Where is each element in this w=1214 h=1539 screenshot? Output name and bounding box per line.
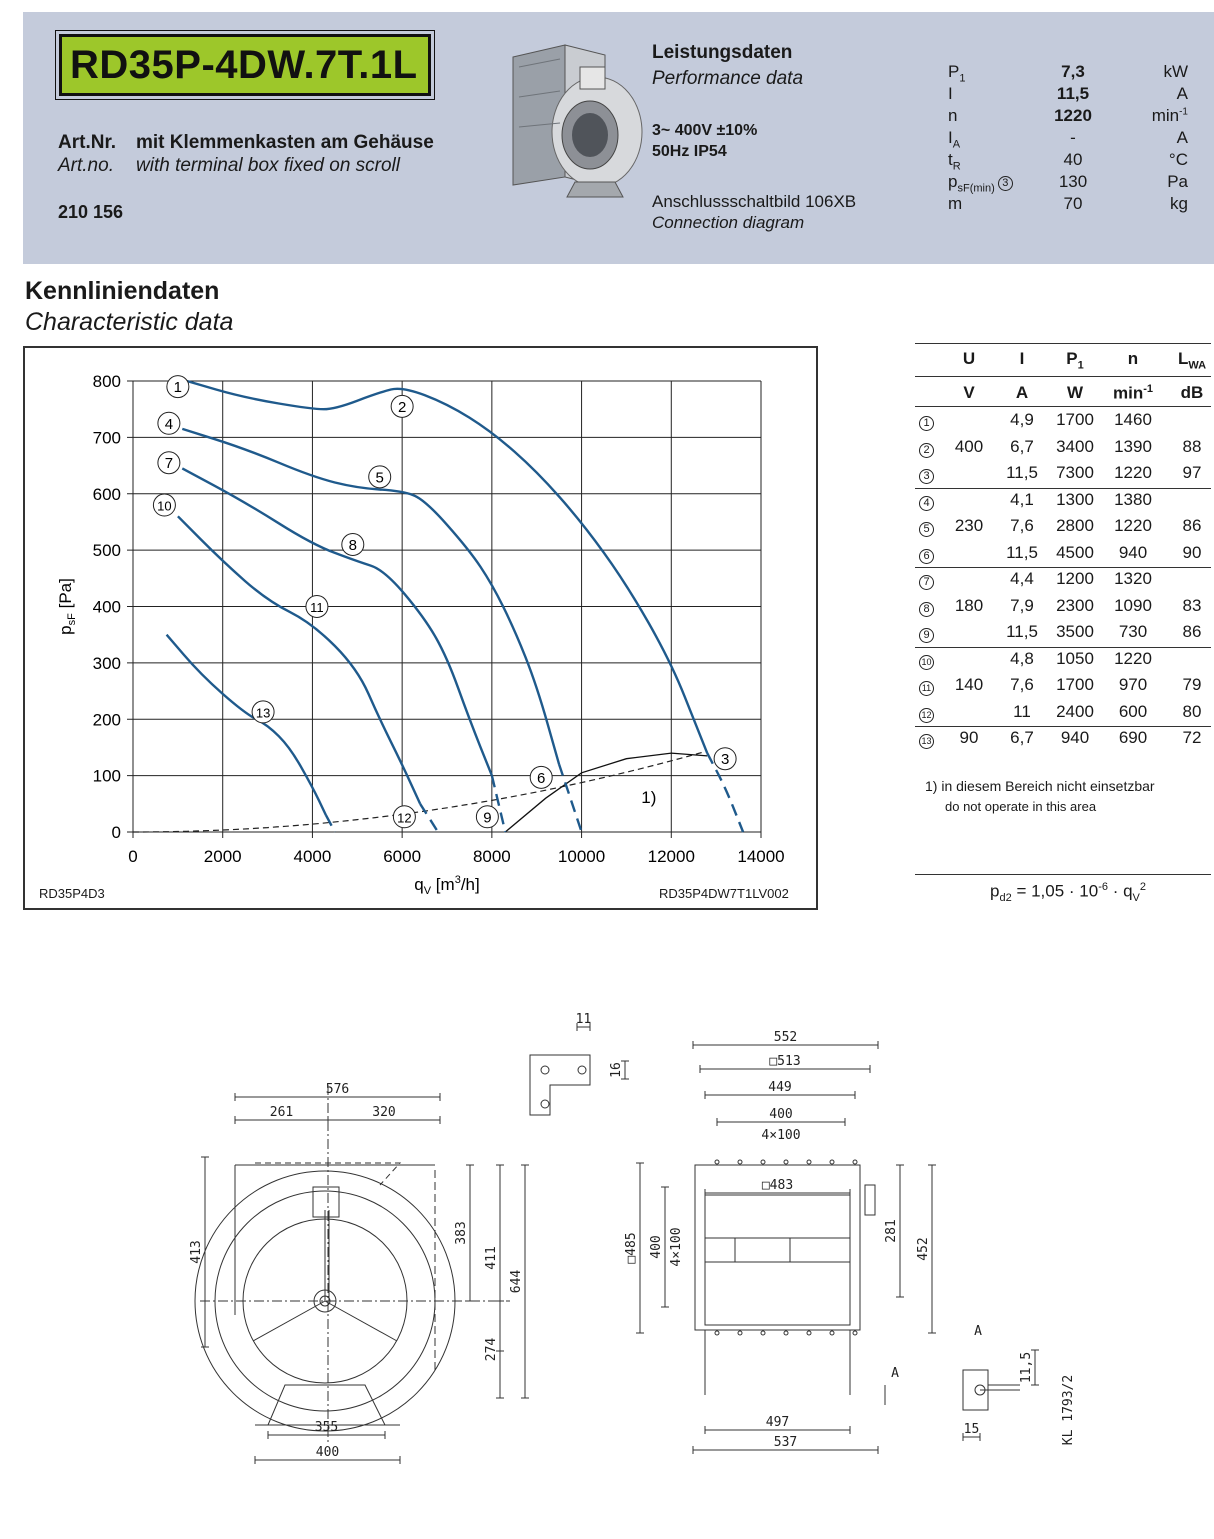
cell-current: 7,6 xyxy=(1010,675,1034,694)
cell-speed: 600 xyxy=(1118,701,1148,721)
cell-speed: 1220 xyxy=(1114,463,1152,482)
cell-speed: 1380 xyxy=(1114,489,1152,509)
dimension-drawing xyxy=(180,1005,1110,1475)
cell-voltage: 180 xyxy=(954,595,984,615)
table-header-n: n xyxy=(1127,349,1139,368)
cell-current: 11,5 xyxy=(1006,542,1038,562)
row-id-badge: 5 xyxy=(919,518,934,538)
row-id-badge: 3 xyxy=(919,465,934,485)
curve-label-2: 2 xyxy=(397,398,407,416)
note-marker xyxy=(925,778,1155,794)
front-outlet xyxy=(705,1195,850,1325)
table-header-p1: $P_1$ xyxy=(1066,349,1084,372)
dimension-label: 281 xyxy=(884,1219,899,1243)
cell-sound: 79 xyxy=(1182,675,1202,694)
spec-row xyxy=(948,150,1188,172)
drawing-line xyxy=(253,1301,325,1341)
curve-label-1: 1 xyxy=(173,379,183,397)
x-tick-label: 0 xyxy=(128,847,138,866)
x-tick-label: 14000 xyxy=(737,847,785,866)
flange-hole xyxy=(715,1331,719,1335)
fan-product-image xyxy=(505,37,645,202)
spec-symbol: I xyxy=(948,84,953,103)
dimension-label: 644 xyxy=(509,1269,524,1294)
dimension-label: 383 xyxy=(454,1221,469,1245)
flange-hole xyxy=(853,1160,857,1164)
row-id-badge: 12 xyxy=(919,704,934,724)
performance-spec-table xyxy=(948,62,1188,216)
cell-power: 1700 xyxy=(1056,410,1094,429)
cell-voltage: 230 xyxy=(954,516,984,535)
dimension-label: 11 xyxy=(575,1012,592,1027)
y-tick-label: 100 xyxy=(92,766,121,786)
row-id-badge: 10 xyxy=(919,651,934,671)
cell-speed: 1090 xyxy=(1114,595,1152,615)
curve-label-13: 13 xyxy=(255,705,271,721)
cell-sound: 88 xyxy=(1182,436,1202,456)
formula-divider xyxy=(915,874,1211,875)
cell-power: 3400 xyxy=(1056,436,1094,456)
table-unit-4: dB xyxy=(1180,383,1204,402)
x-tick-label: 4000 xyxy=(293,847,332,866)
dimension-label: 452 xyxy=(916,1237,931,1261)
spec-symbol: n xyxy=(948,106,958,125)
dimension-label: 411 xyxy=(484,1246,499,1270)
spec-value: 11,5 xyxy=(1056,84,1090,103)
dimension-label: 552 xyxy=(773,1030,798,1045)
drawing-line xyxy=(325,1301,397,1341)
table-unit-2: W xyxy=(1066,383,1084,402)
artnr-label-de: Art.Nr. xyxy=(58,132,117,153)
dimension-label: 449 xyxy=(768,1080,792,1095)
series-curve-10 xyxy=(178,516,420,804)
pd2-formula: $p_{d2} = 1,05 \cdot 10^{-6} \cdot q_V^2$ xyxy=(990,881,1147,905)
x-tick-label: 6000 xyxy=(383,847,422,866)
view-a-label: A xyxy=(974,1324,982,1339)
chart-canvas xyxy=(25,348,816,908)
cell-power: 1700 xyxy=(1056,675,1094,694)
characteristic-chart xyxy=(23,346,818,910)
dimension-label: 413 xyxy=(189,1240,204,1264)
flange-hole xyxy=(761,1160,765,1164)
row-id-badge: 2 xyxy=(919,439,934,459)
spec-value: 130 xyxy=(1058,172,1088,191)
dimension-label: 497 xyxy=(765,1415,790,1430)
cell-power: 7300 xyxy=(1056,463,1094,482)
series-curve-1 xyxy=(187,381,707,753)
supply-frequency-ip: 50Hz IP54 xyxy=(652,143,727,160)
dimension-label: 274 xyxy=(484,1337,499,1362)
dimension-label: 4×100 xyxy=(761,1128,801,1143)
chart-code-left: RD35P4D3 xyxy=(39,886,105,901)
flange-hole xyxy=(830,1160,834,1164)
y-tick-label: 800 xyxy=(92,372,121,391)
spec-symbol: $t_R$ xyxy=(948,150,961,173)
header-panel xyxy=(23,12,1214,264)
spec-row xyxy=(948,84,1188,106)
series-curve-13 xyxy=(167,635,326,815)
model-badge xyxy=(59,34,431,96)
drawing-number: KL 1793/2 xyxy=(1061,1374,1076,1446)
flange-hole xyxy=(807,1160,811,1164)
cell-power: 940 xyxy=(1060,728,1090,747)
cell-power: 4500 xyxy=(1056,542,1094,562)
table-unit-0: V xyxy=(963,383,975,402)
table-header-i: I xyxy=(1019,349,1025,368)
row-id-badge: 13 xyxy=(919,730,934,750)
cell-power: 2400 xyxy=(1056,701,1094,721)
article-number: 210 156 xyxy=(58,202,124,222)
x-tick-label: 10000 xyxy=(557,847,606,866)
cell-speed: 1220 xyxy=(1114,516,1152,535)
cell-speed: 1220 xyxy=(1114,648,1152,668)
table-header-lwa: $L_{WA}$ xyxy=(1177,349,1207,372)
dimension-label: 400 xyxy=(315,1445,340,1460)
y-tick-label: 200 xyxy=(92,710,121,730)
cell-power: 1200 xyxy=(1056,569,1094,588)
y-axis-label: $p_{sF}$ [Pa] xyxy=(56,578,78,635)
spec-row xyxy=(948,194,1188,216)
flange-hole xyxy=(830,1331,834,1335)
cell-speed: 690 xyxy=(1118,728,1148,747)
cell-current: 11 xyxy=(1013,701,1031,721)
view-marker-a: A xyxy=(891,1366,899,1381)
flange-hole xyxy=(784,1160,788,1164)
table-unit-1: A xyxy=(1015,383,1029,402)
cell-speed: 970 xyxy=(1118,675,1148,694)
series-curve-7 xyxy=(182,468,492,775)
table-rule xyxy=(915,726,1211,727)
flange-hole xyxy=(715,1160,719,1164)
dimension-label: 576 xyxy=(325,1082,350,1097)
spec-value: 70 xyxy=(1063,194,1083,213)
spec-row xyxy=(948,172,1188,194)
curve-label-12: 12 xyxy=(397,810,412,826)
flange-hole xyxy=(738,1160,742,1164)
dimension-label: 11,5 xyxy=(1019,1351,1034,1384)
note-text-de: in diesem Bereich nicht einsetzbar xyxy=(941,778,1155,794)
row-id-badge: 11 xyxy=(919,677,934,697)
cell-speed: 1460 xyxy=(1114,410,1152,429)
dimension-label: 16 xyxy=(609,1062,624,1078)
x-tick-label: 2000 xyxy=(203,847,242,866)
cell-current: 7,9 xyxy=(1010,595,1034,615)
note-marker-text: 1) xyxy=(925,778,938,794)
cell-speed: 1390 xyxy=(1114,436,1152,456)
curve-label-3: 3 xyxy=(720,751,730,769)
cell-current: 4,9 xyxy=(1010,410,1034,429)
dimension-label: □513 xyxy=(769,1054,801,1069)
series-curve-dashed-13 xyxy=(326,815,335,832)
cell-sound: 80 xyxy=(1182,701,1202,721)
table-rule xyxy=(915,567,1211,568)
table-rule xyxy=(915,647,1211,648)
curve-label-11: 11 xyxy=(310,600,324,615)
spec-value: 1220 xyxy=(1054,106,1092,125)
pd2-limit-curve xyxy=(133,751,707,832)
dimension-label: □483 xyxy=(761,1178,794,1193)
spec-unit: A xyxy=(1176,128,1188,147)
cell-speed: 940 xyxy=(1118,542,1148,562)
table-header-u: U xyxy=(962,349,976,368)
spec-symbol: $p_{sF(min)}$ 3 xyxy=(948,172,1013,194)
row-id-badge: 8 xyxy=(919,598,934,618)
cell-speed: 1320 xyxy=(1114,569,1152,588)
spec-row xyxy=(948,128,1188,150)
flange-hole xyxy=(738,1331,742,1335)
cell-power: 2300 xyxy=(1056,595,1094,615)
spec-unit: °C xyxy=(1168,150,1188,169)
artnr-desc-de: mit Klemmenkasten am Gehäuse xyxy=(136,132,434,153)
cell-current: 7,6 xyxy=(1010,516,1034,535)
y-tick-label: 400 xyxy=(92,597,121,617)
cell-speed: 730 xyxy=(1118,622,1148,641)
y-tick-label: 700 xyxy=(92,428,121,448)
spec-unit: kW xyxy=(1163,62,1188,81)
flange-hole xyxy=(807,1331,811,1335)
section-title-de: Kennliniendaten xyxy=(25,277,220,305)
bracket-hole xyxy=(541,1100,549,1108)
spec-symbol: m xyxy=(948,194,963,213)
dimension-label: 537 xyxy=(773,1435,798,1450)
spec-unit: kg xyxy=(1170,194,1188,213)
spec-unit: $\min^{-1}$ xyxy=(1151,106,1188,125)
connection-diagram-en: Connection diagram xyxy=(652,213,805,232)
cell-power: 2800 xyxy=(1056,516,1094,535)
performance-title-en: Performance data xyxy=(652,68,804,89)
flange-hole xyxy=(761,1331,765,1335)
cell-voltage: 140 xyxy=(954,675,984,694)
table-rule xyxy=(915,376,1211,377)
impeller-slot xyxy=(735,1238,790,1262)
cell-power: 3500 xyxy=(1056,622,1094,641)
dimension-label: 355 xyxy=(314,1420,339,1435)
cell-current: 11,5 xyxy=(1006,622,1038,641)
cell-power: 1300 xyxy=(1056,489,1094,509)
table-rule xyxy=(915,343,1211,344)
y-tick-label: 300 xyxy=(92,653,121,673)
cell-current: 6,7 xyxy=(1010,728,1034,747)
dimension-label: 400 xyxy=(649,1235,664,1259)
curve-label-4: 4 xyxy=(164,415,174,433)
x-tick-label: 8000 xyxy=(472,847,511,866)
bracket-detail xyxy=(530,1055,590,1115)
terminal-box-side xyxy=(865,1185,875,1215)
cell-sound: 97 xyxy=(1182,463,1202,482)
section-title-en: Characteristic data xyxy=(25,308,234,336)
table-unit-3: $\min^{-1}$ xyxy=(1112,383,1153,403)
dimension-label: 400 xyxy=(769,1107,793,1122)
row-id-badge: 1 xyxy=(919,412,934,432)
dimension-label: 320 xyxy=(372,1105,396,1120)
spec-row xyxy=(948,62,1188,84)
cell-sound: 90 xyxy=(1182,542,1202,562)
dimension-label: □485 xyxy=(624,1232,639,1264)
artnr-desc-en: with terminal box fixed on scroll xyxy=(136,155,400,176)
flange-hole xyxy=(853,1331,857,1335)
area-note-label: 1) xyxy=(641,788,657,808)
x-axis-label: $q_V$ $[m^3/h]$ xyxy=(414,874,480,897)
spec-value: 40 xyxy=(1063,150,1083,169)
bracket-hole xyxy=(541,1066,549,1074)
base-foot xyxy=(268,1385,385,1425)
table-rule xyxy=(915,488,1211,489)
cell-sound: 86 xyxy=(1182,516,1202,535)
cell-voltage: 90 xyxy=(959,728,979,747)
cell-sound: 72 xyxy=(1182,728,1202,747)
cell-current: 4,4 xyxy=(1010,569,1034,588)
curve-label-10: 10 xyxy=(157,498,172,514)
cell-sound: 86 xyxy=(1182,622,1202,641)
cell-current: 11,5 xyxy=(1006,463,1038,482)
flange-hole xyxy=(784,1331,788,1335)
chart-code-right: RD35P4DW7T1LV002 xyxy=(659,886,789,901)
cell-sound: 83 xyxy=(1182,595,1202,615)
spec-unit: A xyxy=(1176,84,1188,103)
dimension-label: 261 xyxy=(269,1105,294,1120)
cell-power: 1050 xyxy=(1056,648,1094,668)
dimension-label: 4×100 xyxy=(669,1227,684,1267)
cell-current: 4,8 xyxy=(1010,648,1034,668)
curve-label-6: 6 xyxy=(537,769,546,787)
curve-label-8: 8 xyxy=(348,536,357,554)
series-curve-dashed-10 xyxy=(420,804,438,832)
spec-symbol: $P_1$ xyxy=(948,62,966,85)
table-rule xyxy=(915,406,1211,407)
cell-current: 6,7 xyxy=(1010,436,1034,456)
curve-label-5: 5 xyxy=(375,469,384,487)
row-id-badge: 7 xyxy=(919,571,934,591)
curve-label-9: 9 xyxy=(483,809,492,827)
artnr-label-en: Art.no. xyxy=(58,155,114,176)
connection-diagram-de: Anschlussschaltbild 106XB xyxy=(652,192,857,211)
model-name: RD35P-4DW.7T.1L xyxy=(70,43,418,87)
spec-value: 7,3 xyxy=(1061,62,1085,81)
curve-label-7: 7 xyxy=(164,455,174,473)
dimension-label: 15 xyxy=(963,1422,980,1437)
spec-unit: Pa xyxy=(1167,172,1188,191)
supply-voltage: 3~ 400V ±10% xyxy=(652,122,758,139)
spec-symbol: $I_A$ xyxy=(948,128,961,151)
row-id-badge: 6 xyxy=(919,545,934,565)
x-tick-label: 12000 xyxy=(647,847,695,866)
row-id-badge: 9 xyxy=(919,624,934,644)
cell-current: 4,1 xyxy=(1010,489,1034,509)
note-text-en: do not operate in this area xyxy=(945,799,1097,814)
spec-value: - xyxy=(1070,128,1076,147)
row-id-badge: 4 xyxy=(919,492,934,512)
performance-title-de: Leistungsdaten xyxy=(652,42,793,63)
bracket-hole xyxy=(578,1066,586,1074)
spec-row xyxy=(948,106,1188,128)
y-tick-label: 600 xyxy=(92,484,121,504)
y-tick-label: 0 xyxy=(111,823,121,842)
cell-voltage: 400 xyxy=(954,436,984,456)
y-tick-label: 500 xyxy=(92,541,121,561)
